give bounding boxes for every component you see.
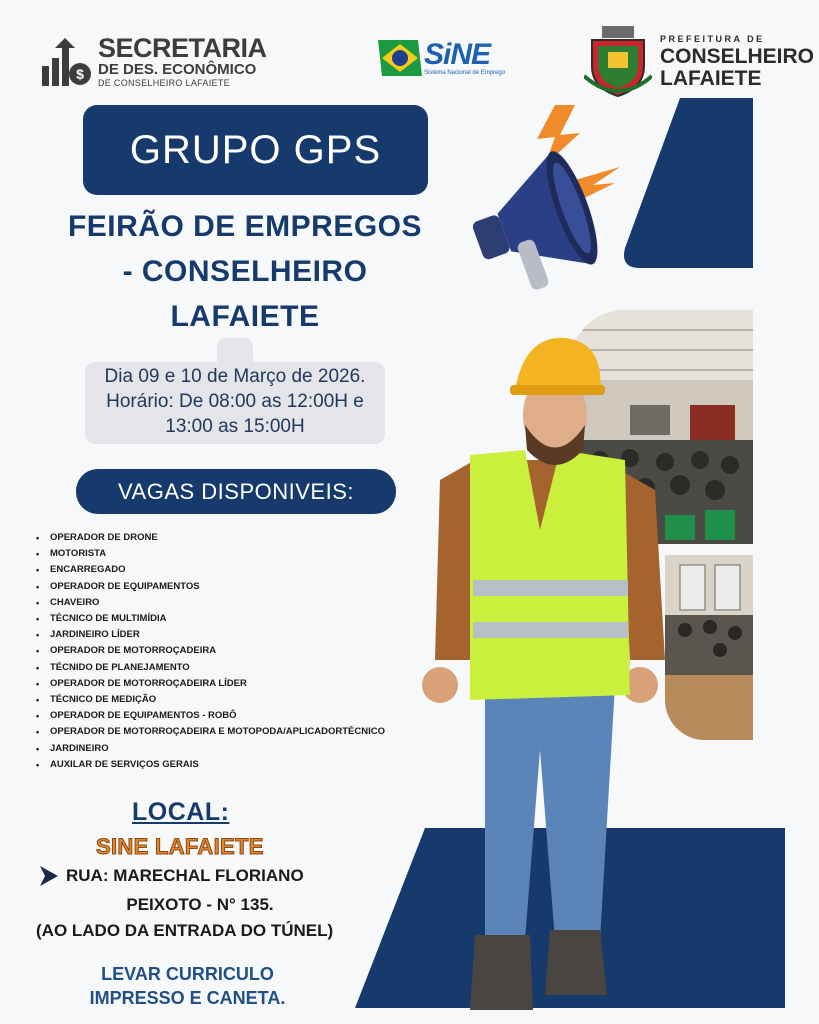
bring-items-note	[60, 962, 315, 1010]
address-line1: RUA: MARECHAL FLORIANO	[66, 866, 304, 885]
job-item: • OPERADOR DE MOTORROÇADEIRA E MOTOPODA/APLICADORTÉCNICO	[36, 724, 385, 740]
brazil-flag-icon	[378, 40, 422, 76]
job-item: • AUXILAR DE SERVIÇOS GERAIS	[36, 757, 385, 773]
growth-chart-icon	[40, 38, 92, 88]
navy-shape-top	[620, 98, 753, 268]
job-item: • OPERADOR DE MOTORROÇADEIRA LÍDER	[36, 676, 385, 692]
job-item: • OPERADOR DE EQUIPAMENTOS	[36, 579, 385, 595]
event-title	[40, 204, 450, 339]
job-item: • JARDINEIRO LÍDER	[36, 627, 385, 643]
company-name: GRUPO GPS	[129, 127, 382, 172]
construction-worker-image	[415, 330, 675, 1020]
arrow-right-icon	[40, 866, 58, 886]
svg-text:$: $	[76, 66, 84, 82]
schedule-hours-2: 13:00 as 15:00H	[165, 416, 305, 437]
secretaria-title: SECRETARIA	[98, 33, 267, 63]
event-title-line1: FEIRÃO DE EMPREGOS	[67, 210, 423, 243]
event-title-line2: - CONSELHEIRO	[122, 255, 368, 288]
prefeitura-logo	[584, 26, 815, 98]
job-item: • ENCARREGADO	[36, 562, 385, 578]
secretaria-city: DE CONSELHEIRO LAFAIETE	[98, 78, 230, 88]
prefeitura-name	[660, 46, 814, 90]
address-line3: (AO LADO DA ENTRADA DO TÚNEL)	[36, 921, 334, 940]
job-item: • JARDINEIRO	[36, 741, 385, 757]
job-item: • TÉCNIDO DE PLANEJAMENTO	[36, 660, 385, 676]
local-heading: LOCAL:	[132, 798, 230, 826]
job-list	[36, 530, 385, 773]
local-name: SINE LAFAIETE	[96, 834, 264, 859]
job-item: • CHAVEIRO	[36, 595, 385, 611]
job-item: • TÉCNICO DE MEDIÇÃO	[36, 692, 385, 708]
prefeitura-name-line2: LAFAIETE	[660, 67, 762, 90]
prefeitura-label: PREFEITURA DE	[660, 34, 765, 44]
job-item: • MOTORISTA	[36, 546, 385, 562]
note-line1: LEVAR CURRICULO	[101, 964, 274, 984]
job-item: • OPERADOR DE DRONE	[36, 530, 385, 546]
schedule-hours-1: Horário: De 08:00 as 12:00H e	[106, 391, 364, 412]
megaphone-icon	[455, 105, 630, 300]
job-item: • OPERADOR DE MOTORROÇADEIRA	[36, 643, 385, 659]
schedule-dates: Dia 09 e 10 de Março de 2026.	[104, 366, 366, 387]
address-line2: PEIXOTO - N° 135.	[126, 895, 274, 914]
note-line2: IMPRESSO E CANETA.	[89, 988, 286, 1008]
sine-subtitle: Sistema Nacional de Emprego	[424, 70, 506, 76]
schedule-text	[85, 364, 385, 439]
vagas-heading: VAGAS DISPONIVEIS:	[118, 478, 354, 504]
event-title-line3: LAFAIETE	[170, 300, 320, 333]
sine-name: SiNE	[424, 38, 491, 71]
sine-logo	[378, 38, 506, 80]
secretaria-logo	[40, 33, 267, 92]
job-item: • OPERADOR DE EQUIPAMENTOS - ROBÔ	[36, 708, 385, 724]
job-fair-room-photo	[665, 555, 753, 740]
prefeitura-name-line1: CONSELHEIRO	[660, 45, 815, 68]
job-item: • TÉCNICO DE MULTIMÍDIA	[36, 611, 385, 627]
city-crest-icon	[584, 26, 652, 98]
secretaria-subtitle: DE DES. ECONÔMICO	[98, 61, 257, 78]
